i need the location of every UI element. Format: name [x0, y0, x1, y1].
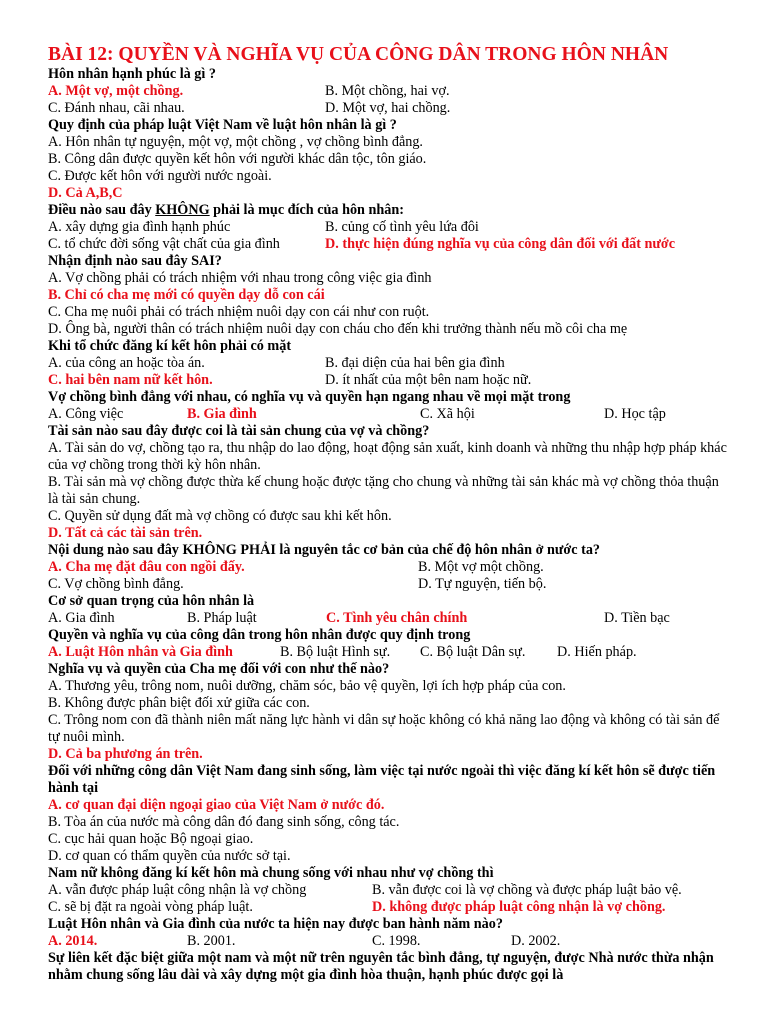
q6-option-c: C. Xã hội: [420, 406, 475, 422]
question-14: Luật Hôn nhân và Gia đình của nước ta hiện nay được ban hành năm nào?: [48, 916, 503, 932]
q3-option-b: B. củng cố tình yêu lứa đôi: [325, 219, 479, 235]
q1-option-d: D. Một vợ, hai chồng.: [325, 100, 451, 116]
q13-option-b: B. vẫn được coi là vợ chồng và được pháp luật bảo vệ.: [372, 882, 682, 898]
question-9: Cơ sở quan trọng của hôn nhân là: [48, 593, 255, 609]
question-13: Nam nữ không đăng kí kết hôn mà chung sống với nhau như vợ chồng thì: [48, 865, 494, 881]
q7-option-a: A. Tài sản do vợ, chồng tạo ra, thu nhập do lao động, hoạt động sản xuất, kinh doanh và những thu nhập hợp pháp khác của vợ chồng trong thời kỳ hôn nhân.: [48, 440, 727, 473]
q2-option-a: A. Hôn nhân tự nguyện, một vợ, một chồng , vợ chồng bình đẳng.: [48, 134, 423, 150]
q10-option-d: D. Hiến pháp.: [557, 644, 637, 660]
q4-option-d: D. Ông bà, người thân có trách nhiệm nuôi dạy con cháu cho đến khi trưởng thành nếu mồ côi cha mẹ: [48, 321, 628, 337]
q13-option-d: D. không được pháp luật công nhận là vợ chồng.: [372, 899, 666, 915]
q3-option-a: A. xây dựng gia đình hạnh phúc: [48, 219, 231, 235]
q11-option-c: C. Trông nom con đã thành niên mất năng lực hành vi dân sự hoặc không có khả năng lao động và không có tài sản để tự nuôi mình.: [48, 712, 720, 745]
q2-option-c: C. Được kết hôn với người nước ngoài.: [48, 168, 272, 184]
q13-option-c: C. sẽ bị đặt ra ngoài vòng pháp luật.: [48, 899, 253, 915]
q4-option-a: A. Vợ chồng phải có trách nhiệm với nhau trong công việc gia đình: [48, 270, 432, 286]
q5-option-c: C. hai bên nam nữ kết hôn.: [48, 372, 213, 388]
q9-option-c: C. Tình yêu chân chính: [326, 610, 468, 626]
q8-option-b: B. Một vợ một chồng.: [418, 559, 544, 575]
q8-option-c: C. Vợ chồng bình đẳng.: [48, 576, 184, 592]
q11-option-d: D. Cả ba phương án trên.: [48, 746, 203, 762]
q14-option-a: A. 2014.: [48, 933, 98, 949]
q1-option-a: A. Một vợ, một chồng.: [48, 83, 184, 99]
q12-option-d: D. cơ quan có thẩm quyền của nước sở tại.: [48, 848, 291, 864]
question-5: Khi tổ chức đăng kí kết hôn phải có mặt: [48, 338, 292, 354]
q11-option-b: B. Không được phân biệt đối xử giữa các con.: [48, 695, 310, 711]
q2-option-b: B. Công dân được quyền kết hôn với người khác dân tộc, tôn giáo.: [48, 151, 427, 167]
q4-option-b: B. Chỉ có cha mẹ mới có quyền dạy dỗ con cái: [48, 287, 325, 303]
q14-option-d: D. 2002.: [511, 933, 561, 949]
question-10: Quyền và nghĩa vụ của công dân trong hôn nhân được quy định trong: [48, 627, 471, 643]
q6-option-d: D. Học tập: [604, 406, 666, 422]
question-6: Vợ chồng bình đẳng với nhau, có nghĩa vụ và quyền hạn ngang nhau về mọi mặt trong: [48, 389, 571, 405]
q12-option-c: C. cục hải quan hoặc Bộ ngoại giao.: [48, 831, 254, 847]
q5-option-b: B. đại diện của hai bên gia đình: [325, 355, 505, 371]
q6-option-b: B. Gia đình: [187, 406, 257, 422]
question-4: Nhận định nào sau đây SAI?: [48, 253, 222, 269]
q7-option-d: D. Tất cả các tài sản trên.: [48, 525, 203, 541]
q1-option-b: B. Một chồng, hai vợ.: [325, 83, 450, 99]
question-1: Hôn nhân hạnh phúc là gì ?: [48, 66, 216, 82]
q4-option-c: C. Cha mẹ nuôi phải có trách nhiệm nuôi dạy con cái như con ruột.: [48, 304, 430, 320]
q14-option-b: B. 2001.: [187, 933, 236, 949]
question-15: Sự liên kết đặc biệt giữa một nam và một nữ trên nguyên tắc bình đẳng, tự nguyện, được Nhà nước thừa nhận nhằm chung sống lâu dài và xây dựng một gia đình hòa thuận, hạnh phúc được gọi là: [48, 950, 714, 983]
q10-option-c: C. Bộ luật Dân sự.: [420, 644, 526, 660]
q12-option-a: A. cơ quan đại diện ngoại giao của Việt Nam ở nước đó.: [48, 797, 385, 813]
q3-option-d: D. thực hiện đúng nghĩa vụ của công dân đối với đất nước: [325, 236, 676, 252]
question-3: [48, 202, 404, 219]
q6-option-a: A. Công việc: [48, 406, 124, 422]
page-title: BÀI 12: QUYỀN VÀ NGHĨA VỤ CỦA CÔNG DÂN TRONG HÔN NHÂN: [48, 44, 669, 65]
q7-option-c: C. Quyền sử dụng đất mà vợ chồng có được sau khi kết hôn.: [48, 508, 392, 524]
question-7: Tài sản nào sau đây được coi là tài sản chung của vợ và chồng?: [48, 423, 430, 439]
question-12: Đối với những công dân Việt Nam đang sinh sống, làm việc tại nước ngoài thì việc đăng kí kết hôn sẽ được tiến hành tại: [48, 763, 716, 796]
q8-option-a: A. Cha mẹ đặt đâu con ngồi đấy.: [48, 559, 245, 575]
q5-option-d: D. ít nhất của một bên nam hoặc nữ.: [325, 372, 532, 388]
question-11: Nghĩa vụ và quyền của Cha mẹ đối với con như thế nào?: [48, 661, 390, 677]
q3-text-underlined: KHÔNG: [155, 202, 210, 218]
q3-text-post: phải là mục đích của hôn nhân:: [209, 202, 404, 218]
question-2: Quy định của pháp luật Việt Nam về luật hôn nhân là gì ?: [48, 117, 397, 133]
q10-option-b: B. Bộ luật Hình sự.: [280, 644, 391, 660]
q11-option-a: A. Thương yêu, trông nom, nuôi dưỡng, chăm sóc, bảo vệ quyền, lợi ích hợp pháp của con.: [48, 678, 566, 694]
q9-option-d: D. Tiền bạc: [604, 610, 670, 626]
q9-option-a: A. Gia đình: [48, 610, 115, 626]
q12-option-b: B. Tòa án của nước mà công dân đó đang sinh sống, công tác.: [48, 814, 400, 830]
q10-option-a: A. Luật Hôn nhân và Gia đình: [48, 644, 233, 660]
q14-option-c: C. 1998.: [372, 933, 421, 949]
q2-option-d: D. Cả A,B,C: [48, 185, 123, 201]
q3-text-pre: Điều nào sau đây: [48, 202, 156, 218]
q1-option-c: C. Đánh nhau, cãi nhau.: [48, 100, 185, 116]
q3-option-c: C. tổ chức đời sống vật chất của gia đình: [48, 236, 280, 252]
q7-option-b: B. Tài sản mà vợ chồng được thừa kế chung hoặc được tặng cho chung và những tài sản khác mà vợ chồng thỏa thuận là tài sản chung.: [48, 474, 719, 507]
q8-option-d: D. Tự nguyện, tiến bộ.: [418, 576, 547, 592]
q5-option-a: A. của công an hoặc tòa án.: [48, 355, 205, 371]
q13-option-a: A. vẫn được pháp luật công nhận là vợ chồng: [48, 882, 307, 898]
q9-option-b: B. Pháp luật: [187, 610, 257, 626]
question-8: Nội dung nào sau đây KHÔNG PHẢI là nguyên tắc cơ bản của chế độ hôn nhân ở nước ta?: [48, 542, 601, 558]
